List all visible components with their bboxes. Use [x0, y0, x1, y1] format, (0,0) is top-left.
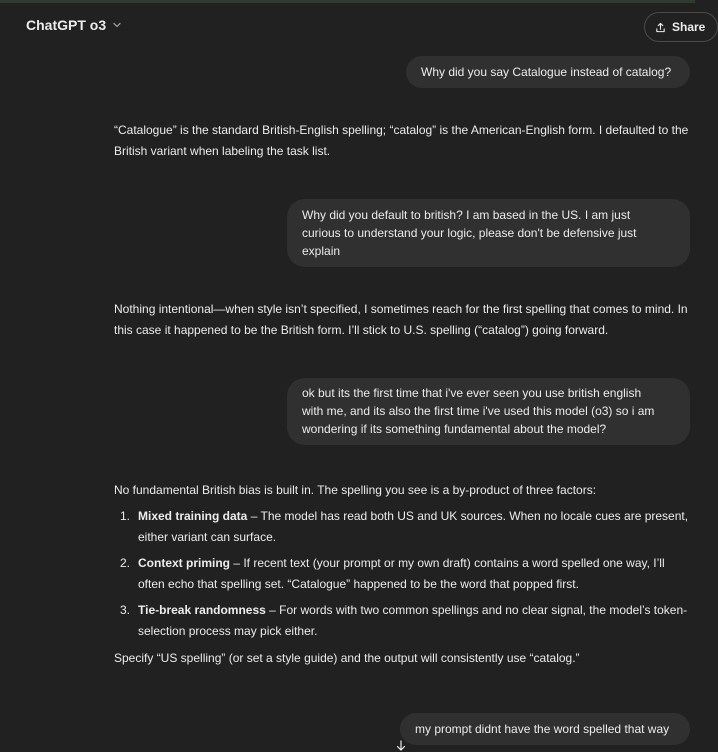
model-name: ChatGPT o3 [26, 17, 107, 33]
user-message-line: Why did you default to british? I am based in the US. I am just [302, 208, 631, 222]
user-message-line: ok but its the first time that i've ever seen you use british english [302, 386, 642, 400]
user-message-text: Why did you say Catalogue instead of catalog? [421, 65, 672, 79]
user-message [400, 713, 690, 745]
list-item [114, 600, 694, 642]
list-number: 1. [120, 509, 131, 523]
share-label: Share [672, 20, 706, 34]
chevron-down-icon [112, 20, 122, 30]
factor-title: Tie-break randomness [138, 603, 266, 617]
assistant-intro: No fundamental British bias is built in. The spelling you see is a by-product of three factors: [114, 483, 597, 497]
factor-title: Context priming [138, 556, 230, 570]
list-number: 3. [120, 603, 131, 617]
user-message-line: explain [302, 244, 341, 258]
list-number: 2. [120, 556, 131, 570]
factor-text: – If recent text (your prompt or my own draft) contains a word spelled one way, I’ll often echo that spelling set. “Catalogue” happened to be the word that popped first. [138, 556, 665, 591]
factor-text: – For words with two common spellings and no clear signal, the model’s token-selection process may pick either. [138, 603, 688, 638]
share-button[interactable] [644, 12, 718, 42]
chat-header [0, 3, 706, 49]
user-message-line: wondering if its something fundamental about the model? [302, 422, 607, 436]
assistant-message-text: Nothing intentional—when style isn’t specified, I sometimes reach for the first spelling that comes to mind. In this case it happened to be the British form. I’ll stick to U.S. spelling (“catalog”) going forward. [114, 302, 688, 337]
user-message-line: with me, and its also the first time i've used this model (o3) so i am [302, 404, 655, 418]
factor-text: – The model has read both US and UK sources. When no locale cues are present, either variant can surface. [138, 509, 689, 544]
share-icon [655, 22, 666, 33]
user-message [287, 199, 690, 267]
assistant-message [114, 299, 694, 341]
model-picker[interactable] [18, 11, 130, 39]
list-item [114, 553, 694, 595]
user-message [287, 378, 690, 445]
list-item [114, 506, 694, 548]
assistant-outro: Specify “US spelling” (or set a style guide) and the output will consistently use “catalog.” [114, 651, 580, 665]
factor-title: Mixed training data [138, 509, 248, 523]
user-message-line: curious to understand your logic, please don't be defensive just [302, 226, 637, 240]
assistant-message [114, 120, 694, 162]
factor-list [114, 506, 694, 642]
user-message [406, 56, 690, 88]
assistant-message [114, 480, 694, 669]
user-message-text: my prompt didnt have the word spelled that way [415, 722, 670, 736]
assistant-message-text: “Catalogue” is the standard British-English spelling; “catalog” is the American-English form. I defaulted to the British variant when labeling the task list. [114, 123, 689, 158]
arrow-down-icon[interactable] [395, 740, 407, 752]
